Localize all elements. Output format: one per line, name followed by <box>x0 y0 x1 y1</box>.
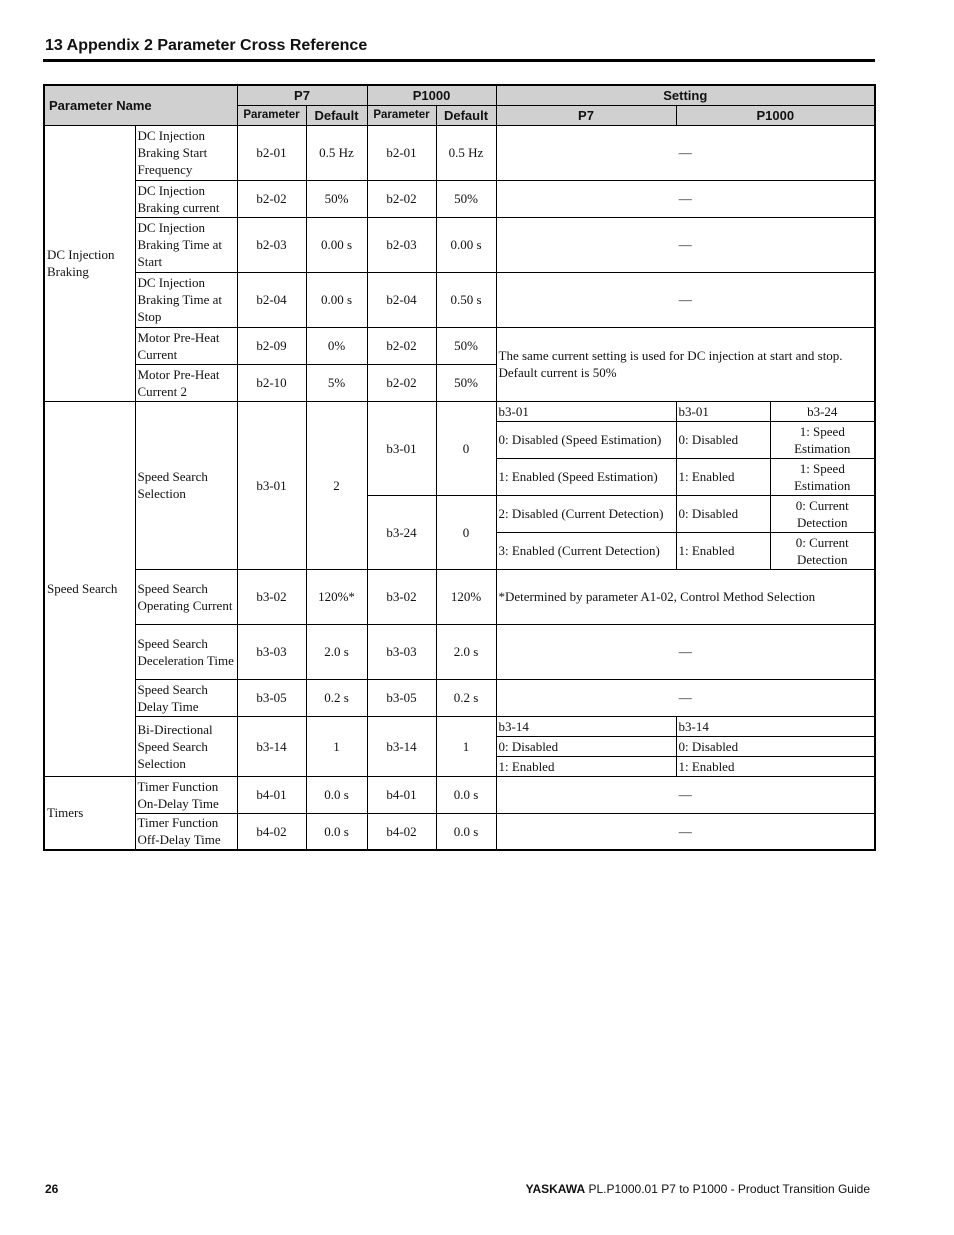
header-setting: Setting <box>496 85 875 105</box>
p7-parameter: b2-10 <box>237 364 306 401</box>
sub-cell: 0: Current Detection <box>770 495 875 532</box>
sub-cell: 1: Speed Estimation <box>770 421 875 458</box>
p1000-parameter: b2-02 <box>367 327 436 364</box>
sub-cell: b3-14 <box>676 716 875 736</box>
sub-cell: 1: Enabled <box>676 532 770 569</box>
setting-cell: — <box>496 776 875 813</box>
footer-guide <box>526 1182 870 1196</box>
sub-cell: 0: Disabled (Speed Estimation) <box>496 421 676 458</box>
param-name: Timer Function Off-Delay Time <box>135 813 237 850</box>
param-name: DC Injection Braking Time at Stop <box>135 272 237 327</box>
sub-cell: 1: Enabled (Speed Estimation) <box>496 458 676 495</box>
footer-guide-title: PL.P1000.01 P7 to P1000 - Product Transition Guide <box>588 1182 870 1196</box>
sub-cell: 0: Disabled <box>496 736 676 756</box>
p1000-default: 120% <box>436 569 496 624</box>
p7-default: 50% <box>306 180 367 217</box>
table-row <box>44 272 875 327</box>
header-parameter-name: Parameter Name <box>44 85 237 125</box>
group-speed-search: Speed Search <box>44 401 135 776</box>
header-p7: P7 <box>237 85 367 105</box>
p1000-default: 2.0 s <box>436 624 496 679</box>
header-p1000: P1000 <box>367 85 496 105</box>
p7-parameter: b3-01 <box>237 401 306 569</box>
header-p7-default: Default <box>306 105 367 125</box>
table-row <box>44 327 875 364</box>
page-number: 26 <box>45 1182 59 1196</box>
sub-cell: 0: Disabled <box>676 495 770 532</box>
p1000-parameter: b2-03 <box>367 217 436 272</box>
table-row <box>44 180 875 217</box>
p7-default: 0.5 Hz <box>306 125 367 180</box>
setting-cell: — <box>496 217 875 272</box>
p1000-parameter: b3-03 <box>367 624 436 679</box>
p7-default: 2.0 s <box>306 624 367 679</box>
p1000-parameter: b3-05 <box>367 679 436 716</box>
header-p1000-parameter: Parameter <box>367 105 436 125</box>
sub-cell: 1: Enabled <box>496 756 676 776</box>
header-setting-p7: P7 <box>496 105 676 125</box>
setting-cell: — <box>496 180 875 217</box>
setting-cell: — <box>496 624 875 679</box>
sub-header-p7: b3-01 <box>496 401 676 421</box>
p7-parameter: b3-02 <box>237 569 306 624</box>
setting-cell: — <box>496 272 875 327</box>
parameter-table-wrap <box>43 84 874 851</box>
p7-parameter: b2-03 <box>237 217 306 272</box>
setting-cell: — <box>496 813 875 850</box>
p1000-parameter: b3-02 <box>367 569 436 624</box>
p7-default: 0.00 s <box>306 217 367 272</box>
p1000-default: 0.00 s <box>436 217 496 272</box>
p7-default: 0.0 s <box>306 813 367 850</box>
p7-default: 0.00 s <box>306 272 367 327</box>
preheat-setting-note: The same current setting is used for DC injection at start and stop. Default current is 50% <box>496 327 875 401</box>
p1000-parameter: b2-04 <box>367 272 436 327</box>
table-row <box>44 125 875 180</box>
param-name: Speed Search Delay Time <box>135 679 237 716</box>
p1000-parameter: b4-02 <box>367 813 436 850</box>
p1000-parameter: b4-01 <box>367 776 436 813</box>
param-name: Timer Function On-Delay Time <box>135 776 237 813</box>
section-title: 13 Appendix 2 Parameter Cross Reference <box>45 37 368 54</box>
sub-cell: 3: Enabled (Current Detection) <box>496 532 676 569</box>
p1000-default: 0.50 s <box>436 272 496 327</box>
param-name: Bi-Directional Speed Search Selection <box>135 716 237 776</box>
sub-cell: 1: Enabled <box>676 458 770 495</box>
p7-default: 5% <box>306 364 367 401</box>
sub-header-p1000-a: b3-01 <box>676 401 770 421</box>
table-row <box>44 813 875 850</box>
p1000-default: 0 <box>436 401 496 495</box>
p7-default: 0.0 s <box>306 776 367 813</box>
p7-parameter: b2-04 <box>237 272 306 327</box>
footer-brand: YASKAWA <box>525 1182 586 1196</box>
p1000-default: 50% <box>436 327 496 364</box>
p1000-default: 0.5 Hz <box>436 125 496 180</box>
sub-cell: b3-14 <box>496 716 676 736</box>
p1000-parameter: b3-14 <box>367 716 436 776</box>
group-dc-injection-braking: DC Injection Braking <box>44 125 135 401</box>
p7-default: 120%* <box>306 569 367 624</box>
p1000-default: 50% <box>436 364 496 401</box>
sub-header-p1000-b: b3-24 <box>770 401 875 421</box>
p7-parameter: b3-03 <box>237 624 306 679</box>
group-timers: Timers <box>44 776 135 850</box>
setting-cell: *Determined by parameter A1-02, Control Method Selection <box>496 569 875 624</box>
p1000-parameter: b2-02 <box>367 364 436 401</box>
sub-cell: 0: Disabled <box>676 736 875 756</box>
header-p7-parameter: Parameter <box>237 105 306 125</box>
setting-cell: — <box>496 125 875 180</box>
p1000-parameter: b2-02 <box>367 180 436 217</box>
sub-cell: 0: Current Detection <box>770 532 875 569</box>
param-name: DC Injection Braking current <box>135 180 237 217</box>
param-name: Speed Search Deceleration Time <box>135 624 237 679</box>
p1000-default: 0.0 s <box>436 776 496 813</box>
p7-parameter: b4-01 <box>237 776 306 813</box>
sub-cell: 0: Disabled <box>676 421 770 458</box>
p1000-default: 0 <box>436 495 496 569</box>
param-name: Motor Pre-Heat Current <box>135 327 237 364</box>
table-row <box>44 569 875 624</box>
p1000-parameter: b2-01 <box>367 125 436 180</box>
p7-parameter: b2-02 <box>237 180 306 217</box>
p1000-default: 50% <box>436 180 496 217</box>
sub-cell: 1: Speed Estimation <box>770 458 875 495</box>
p7-parameter: b3-14 <box>237 716 306 776</box>
p1000-default: 0.0 s <box>436 813 496 850</box>
p7-default: 2 <box>306 401 367 569</box>
table-row <box>44 624 875 679</box>
p7-parameter: b4-02 <box>237 813 306 850</box>
p7-parameter: b3-05 <box>237 679 306 716</box>
table-row <box>44 217 875 272</box>
p1000-parameter: b3-24 <box>367 495 436 569</box>
header-p1000-default: Default <box>436 105 496 125</box>
p7-default: 0% <box>306 327 367 364</box>
p7-parameter: b2-01 <box>237 125 306 180</box>
p1000-default: 1 <box>436 716 496 776</box>
sub-cell: 2: Disabled (Current Detection) <box>496 495 676 532</box>
param-name: Motor Pre-Heat Current 2 <box>135 364 237 401</box>
p1000-parameter: b3-01 <box>367 401 436 495</box>
param-name: Speed Search Selection <box>135 401 237 569</box>
sub-cell: 1: Enabled <box>676 756 875 776</box>
table-row <box>44 716 875 736</box>
p7-parameter: b2-09 <box>237 327 306 364</box>
table-row <box>44 401 875 421</box>
setting-cell: — <box>496 679 875 716</box>
p1000-default: 0.2 s <box>436 679 496 716</box>
param-name: Speed Search Operating Current <box>135 569 237 624</box>
table-row <box>44 679 875 716</box>
param-name: DC Injection Braking Time at Start <box>135 217 237 272</box>
param-name: DC Injection Braking Start Frequency <box>135 125 237 180</box>
parameter-cross-reference-table <box>43 84 876 851</box>
title-rule <box>43 59 875 62</box>
header-setting-p1000: P1000 <box>676 105 875 125</box>
p7-default: 0.2 s <box>306 679 367 716</box>
p7-default: 1 <box>306 716 367 776</box>
table-row <box>44 776 875 813</box>
